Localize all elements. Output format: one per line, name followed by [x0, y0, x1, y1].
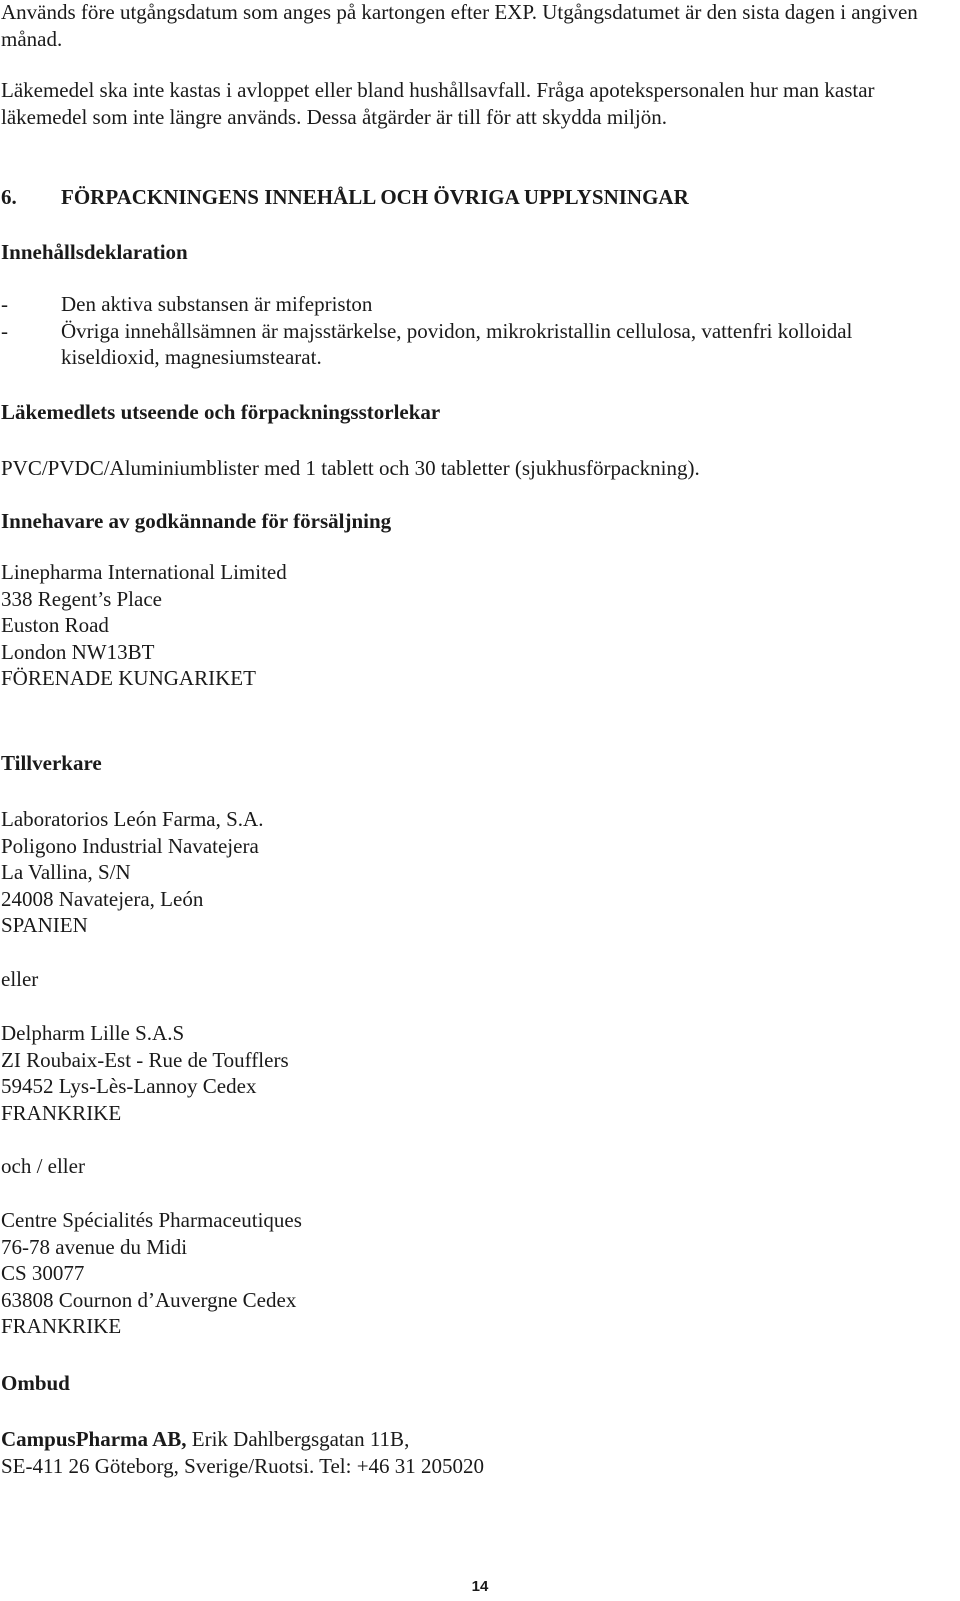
address-line: 76-78 avenue du Midi [1, 1234, 188, 1259]
page-number: 14 [471, 1578, 489, 1595]
address-line: 63808 Cournon d’Auvergne Cedex [1, 1287, 297, 1312]
disposal-paragraph: Läkemedel ska inte kastas i avloppet eller bland hushållsavfall. Fråga apotekspersonalen hur man kastar läkemedel som inte längre används. Dessa åtgärder är till för att skydda miljön. [1, 78, 875, 129]
manufacturer-heading: Tillverkare [1, 751, 102, 775]
address-line: Centre Spécialités Pharmaceutiques [1, 1208, 302, 1232]
address-line: La Vallina, S/N [1, 860, 131, 884]
expiry-paragraph: Används före utgångsdatum som anges på kartongen efter EXP. Utgångsdatumet är den sista dagen i angiven månad. [1, 0, 918, 51]
address-line: London NW13BT [1, 639, 155, 664]
appearance-text: PVC/PVDC/Aluminiumblister med 1 tablett och 30 tabletter (sjukhusförpackning). [1, 456, 700, 480]
address-line: ZI Roubaix-Est - Rue de Toufflers [1, 1047, 289, 1072]
agent-address [1, 1426, 946, 1479]
list-item-text: Övriga innehållsämnen är majsstärkelse, povidon, mikrokristallin cellulosa, vattenfri kolloidal kiseldioxid, magnesiumstearat. [61, 318, 853, 369]
section-number: 6. [1, 185, 17, 209]
address-line: Delpharm Lille S.A.S [1, 1021, 185, 1045]
address-line: CS 30077 [1, 1261, 85, 1285]
agent-company: CampusPharma AB, [1, 1427, 187, 1451]
address-line: Linepharma International Limited [1, 560, 287, 584]
manufacturer-site-3 [1, 1207, 946, 1340]
agent-line-1 [1, 1426, 946, 1453]
section-title: FÖRPACKNINGENS INNEHÅLL OCH ÖVRIGA UPPLYSNINGAR [61, 185, 689, 209]
contents-heading: Innehållsdeklaration [1, 240, 188, 264]
list-item-text: Den aktiva substansen är mifepriston [61, 292, 373, 316]
address-line: FRANKRIKE [1, 1314, 122, 1338]
address-line: Laboratorios León Farma, S.A. [1, 807, 264, 831]
list-item: - Övriga innehållsämnen är majsstärkelse, povidon, mikrokristallin cellulosa, vattenfri kolloidal kiseldioxid, magnesiumstearat. [1, 318, 946, 371]
list-item: - Den aktiva substansen är mifepriston [1, 291, 946, 318]
appearance-heading: Läkemedlets utseende och förpackningsstorlekar [1, 400, 441, 424]
address-line: FRANKRIKE [1, 1100, 122, 1125]
agent-heading: Ombud [1, 1371, 70, 1395]
address-line: SPANIEN [1, 913, 88, 937]
address-line: 338 Regent’s Place [1, 586, 162, 611]
manufacturer-site-1 [1, 806, 946, 939]
separator-text: eller [1, 967, 39, 991]
holder-address [1, 559, 946, 692]
manufacturer-site-2 [1, 1020, 946, 1126]
address-line: Euston Road [1, 613, 109, 637]
address-line: Poligono Industrial Navatejera [1, 833, 259, 858]
contents-list [1, 291, 946, 371]
agent-street: Erik Dahlbergsgatan 11B, [186, 1427, 410, 1451]
address-line: 59452 Lys-Lès-Lannoy Cedex [1, 1074, 257, 1098]
address-line: FÖRENADE KUNGARIKET [1, 666, 256, 690]
holder-heading: Innehavare av godkännande för försäljning [1, 509, 392, 533]
agent-line-2: SE-411 26 Göteborg, Sverige/Ruotsi. Tel: +46 31 205020 [1, 1453, 485, 1478]
section-6-heading [1, 184, 946, 211]
separator-text: och / eller [1, 1154, 85, 1178]
address-line: 24008 Navatejera, León [1, 886, 204, 911]
